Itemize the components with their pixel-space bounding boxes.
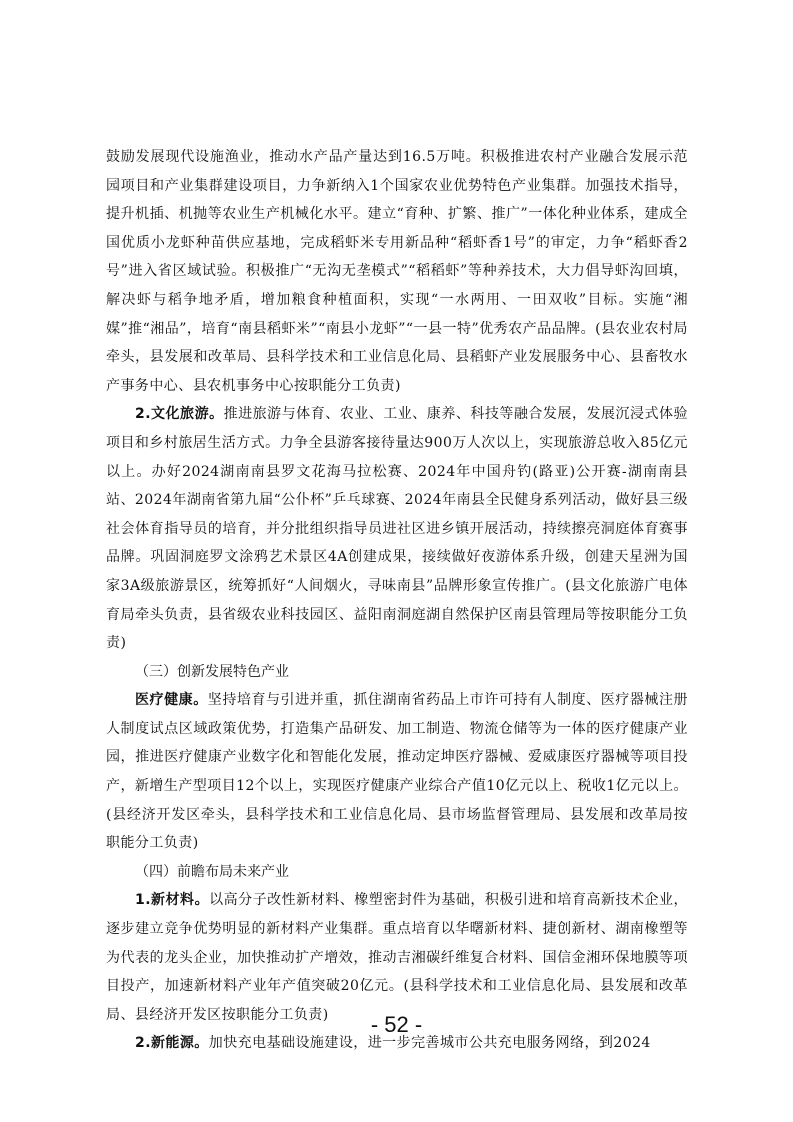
paragraph-new-materials [106,886,688,1029]
paragraph-medical-health [106,686,688,858]
paragraph-lead: 医疗健康。 [135,692,208,709]
paragraph-text: 以高分子改性新材料、橡塑密封件为基础，积极引进和培育高新技术企业，逐步建立竞争优势明显的新材料产业集群。重点培育以华曙新材料、捷创新材、湖南橡塑等为代表的龙头企业，加快推动扩产增效，推动吉湘碳纤维复合材料、国信金湘环保地膜等项目投产，加速新材料产业年产值突破20亿元。(县科学技术和工业信息化局、县发展和改革局、县经济开发区按职能分工负责) [106,892,688,1023]
paragraph-text: 鼓励发展现代设施渔业，推动水产品产量达到16.5万吨。积极推进农村产业融合发展示范园项目和产业集群建设项目，力争新纳入1个国家农业优势特色产业集群。加强技术指导，提升机插、机抛等农业生产机械化水平。建立“育种、扩繁、推广”一体化种业体系，建成全国优质小龙虾种苗供应基地，完成稻虾米专用新品种“稻虾香1号”的审定，力争“稻虾香2号”进入省区域试验。积极推广“无沟无垄模式”“稻稻虾”等种养技术，大力倡导虾沟回填，解决虾与稻争地矛盾，增加粮食种植面积，实现“一水两用、一田双收”目标。实施“湘媒”推“湘品”，培育“南县稻虾米”“南县小龙虾”“一县一特”优秀农产品品牌。(县农业农村局牵头，县发展和改革局、县科学技术和工业信息化局、县稻虾产业发展服务中心、县畜牧水产事务中心、县农机事务中心按职能分工负责) [106,149,688,394]
paragraph-text: 加快充电基础设施建设，进一步完善城市公共充电服务网络，到2024 [208,1035,651,1052]
section-heading-three: （三）创新发展特色产业 [135,663,289,680]
paragraph-text: 推进旅游与体育、农业、工业、康养、科技等融合发展，发展沉浸式体验项目和乡村旅居生活方式。力争全县游客接待量达900万人次以上，实现旅游总收入85亿元以上。办好2024湖南南县罗文花海马拉松赛、2024年中国舟钓(路亚)公开赛-湖南南县站、2024年湖南省第九届“公仆杯”乒乓球赛、2024年南县全民健身系列活动，做好县三级社会体育指导员的培育，并分批组织指导员进社区进乡镇开展活动，持续擦亮洞庭体育赛事品牌。巩固洞庭罗文涂鸦艺术景区4A创建成果，接续做好夜游体系升级，创建天星洲为国家3A级旅游景区，统筹抓好“人间烟火，寻味南县”品牌形象宣传推广。(县文化旅游广电体育局牵头负责，县省级农业科技园区、益阳南洞庭湖自然保护区南县管理局等按职能分工负责) [106,406,688,652]
page-number: - 52 - [370,1012,423,1037]
document-body [106,143,688,1058]
paragraph-lead: 2.新能源。 [135,1035,209,1052]
paragraph-lead: 2.文化旅游。 [135,406,224,423]
paragraph-lead: 1.新材料。 [135,892,210,909]
paragraph-culture-tourism [106,400,688,657]
paragraph-text: 坚持培育与引进并重，抓住湖南省药品上市许可持有人制度、医疗器械注册人制度试点区域政策优势，打造集产品研发、加工制造、物流仓储等为一体的医疗健康产业园，推进医疗健康产业数字化和智能化发展，推动定坤医疗器械、爱威康医疗器械等项目投产，新增生产型项目12个以上，实现医疗健康产业综合产值10亿元以上、税收1亿元以上。(县经济开发区牵头，县科学技术和工业信息化局、县市场监督管理局、县发展和改革局按职能分工负责) [106,692,688,852]
section-heading-four: （四）前瞻布局未来产业 [135,863,289,880]
paragraph-agriculture [106,143,688,400]
